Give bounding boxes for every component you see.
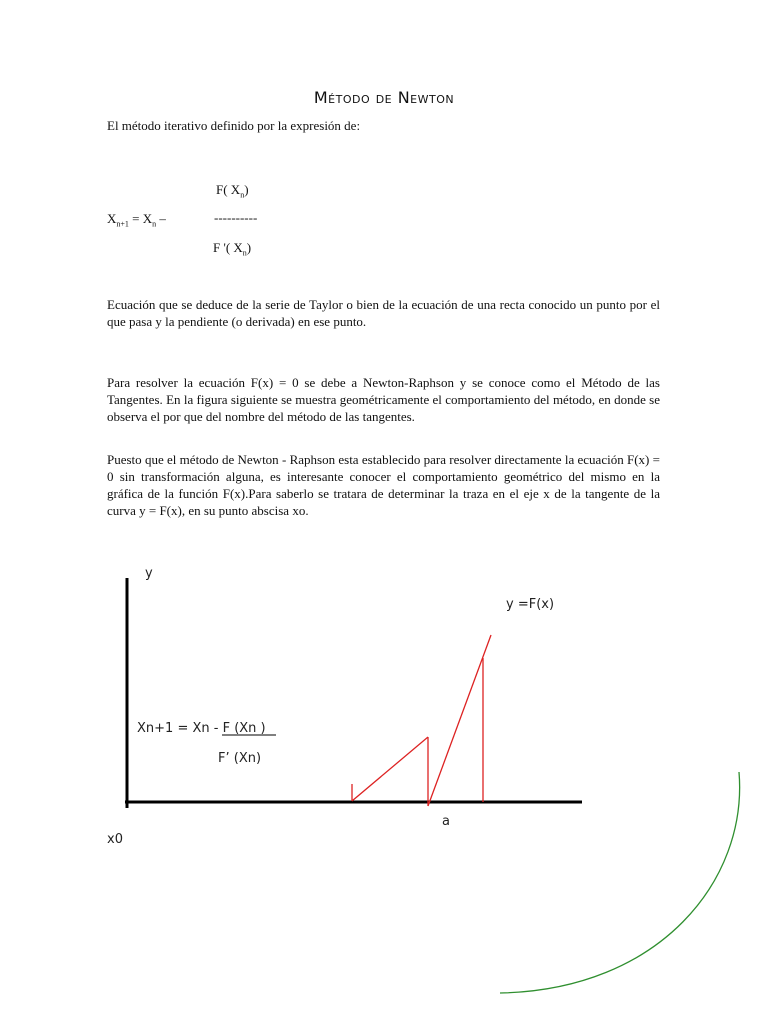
formula-fraction-bar: ----------	[214, 210, 258, 225]
y-axis-label: y	[145, 566, 153, 581]
figure-formula-denominator: F’ (Xn)	[218, 751, 262, 766]
tangent-line-2	[428, 635, 491, 806]
formula-numerator: F( $X_n$)	[216, 182, 249, 200]
formula-lhs: $X_{n+1} = X_n$ –	[107, 211, 166, 229]
intro-text: El método iterativo definido por la expresión de:	[107, 118, 361, 133]
tangent-line-1	[352, 737, 428, 801]
green-curve	[500, 772, 740, 993]
paragraph-geometry: Puesto que el método de Newton - Raphson esta establecido para resolver directamente la ecuación F(x) = 0 sin transformación alguna, es interesante conocer el comportamiento geométrico del mismo en la gráfica de la función F(x).Para saberlo se tratara de determinar la traza en el eje x de la tangente de la curva y = F(x), en su punto abscisa xo.	[107, 452, 660, 518]
paragraph-tangents: Para resolver la ecuación F(x) = 0 se debe a Newton-Raphson y se conoce como el Método de las Tangentes. En la figura siguiente se muestra geométricamente el comportamiento del método, en donde se observa el por que del nombre del método de las tangentes.	[107, 375, 660, 424]
paragraph-taylor: Ecuación que se deduce de la serie de Taylor o bien de la ecuación de una recta conocido un punto por el que pasa y la pendiente (o derivada) en ese punto.	[107, 297, 660, 329]
figure-formula: Xn+1 = Xn - F (Xn )	[137, 721, 266, 736]
formula-denominator: F '( $X_n$)	[213, 240, 252, 258]
x0-label: x0	[107, 832, 123, 847]
root-label: a	[442, 814, 450, 829]
curve-label: y =F(x)	[506, 597, 555, 612]
document-title: Método de Newton	[313, 88, 455, 107]
